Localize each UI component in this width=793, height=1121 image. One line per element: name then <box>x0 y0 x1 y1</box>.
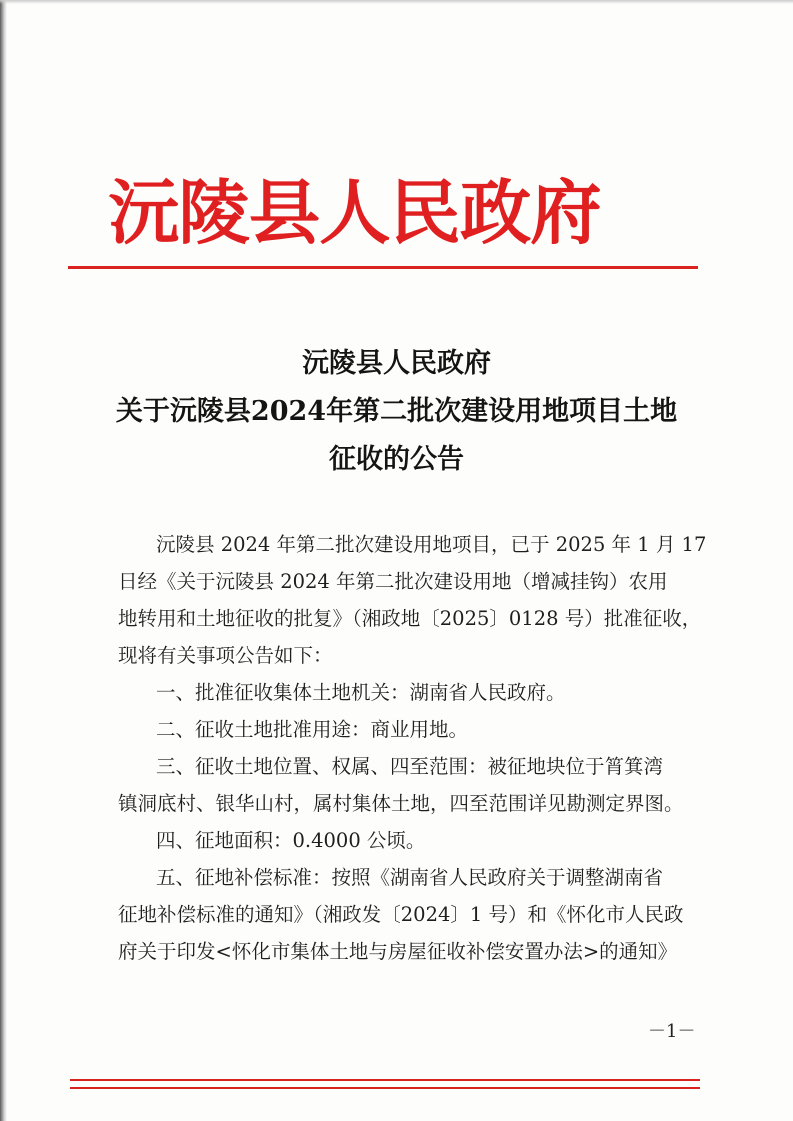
body-item-3: 三、征收土地位置、权属、四至范围：被征地块位于筲箕湾 <box>156 755 664 778</box>
body-item-5-cont: 府关于印发<怀化市集体土地与房屋征收补偿安置办法>的通知》 <box>118 940 678 963</box>
notice-title-line-2: 关于沅陵县2024年第二批次建设用地项目土地 <box>115 396 678 427</box>
masthead-red-rule <box>68 266 698 269</box>
notice-title-line-3: 征收的公告 <box>329 444 464 475</box>
body-item-3-cont: 镇洞底村、银华山村，属村集体土地，四至范围详见勘测定界图。 <box>118 792 684 815</box>
body-paragraph-line: 地转用和土地征收的批复》（湘政地〔2025〕0128 号）批准征收， <box>118 607 702 630</box>
scan-shadow-left <box>0 0 7 1121</box>
scan-shadow-top <box>0 0 793 4</box>
body-paragraph-line: 现将有关事项公告如下： <box>118 644 333 667</box>
body-item-1: 一、批准征收集体土地机关：湖南省人民政府。 <box>156 681 566 704</box>
masthead-title: 沅陵县人民政府 <box>108 172 601 254</box>
body-item-5: 五、征地补偿标准：按照《湖南省人民政府关于调整湖南省 <box>156 866 664 889</box>
body-item-4: 四、征地面积：0.4000 公顷。 <box>156 829 426 852</box>
footer-red-rule-lower <box>70 1087 700 1089</box>
footer-red-rule-upper <box>70 1079 700 1081</box>
body-item-2: 二、征收土地批准用途：商业用地。 <box>156 718 469 741</box>
body-paragraph-line: 日经《关于沅陵县 2024 年第二批次建设用地（增减挂钩）农用 <box>118 570 668 593</box>
body-paragraph-line: 沅陵县 2024 年第二批次建设用地项目，已于 2025 年 1 月 17 <box>156 533 707 556</box>
notice-title-line-1: 沅陵县人民政府 <box>302 348 491 379</box>
page-number: －1－ <box>648 1021 696 1042</box>
body-item-5-cont: 征地补偿标准的通知》（湘政发〔2024〕1 号）和《怀化市人民政 <box>118 903 684 926</box>
